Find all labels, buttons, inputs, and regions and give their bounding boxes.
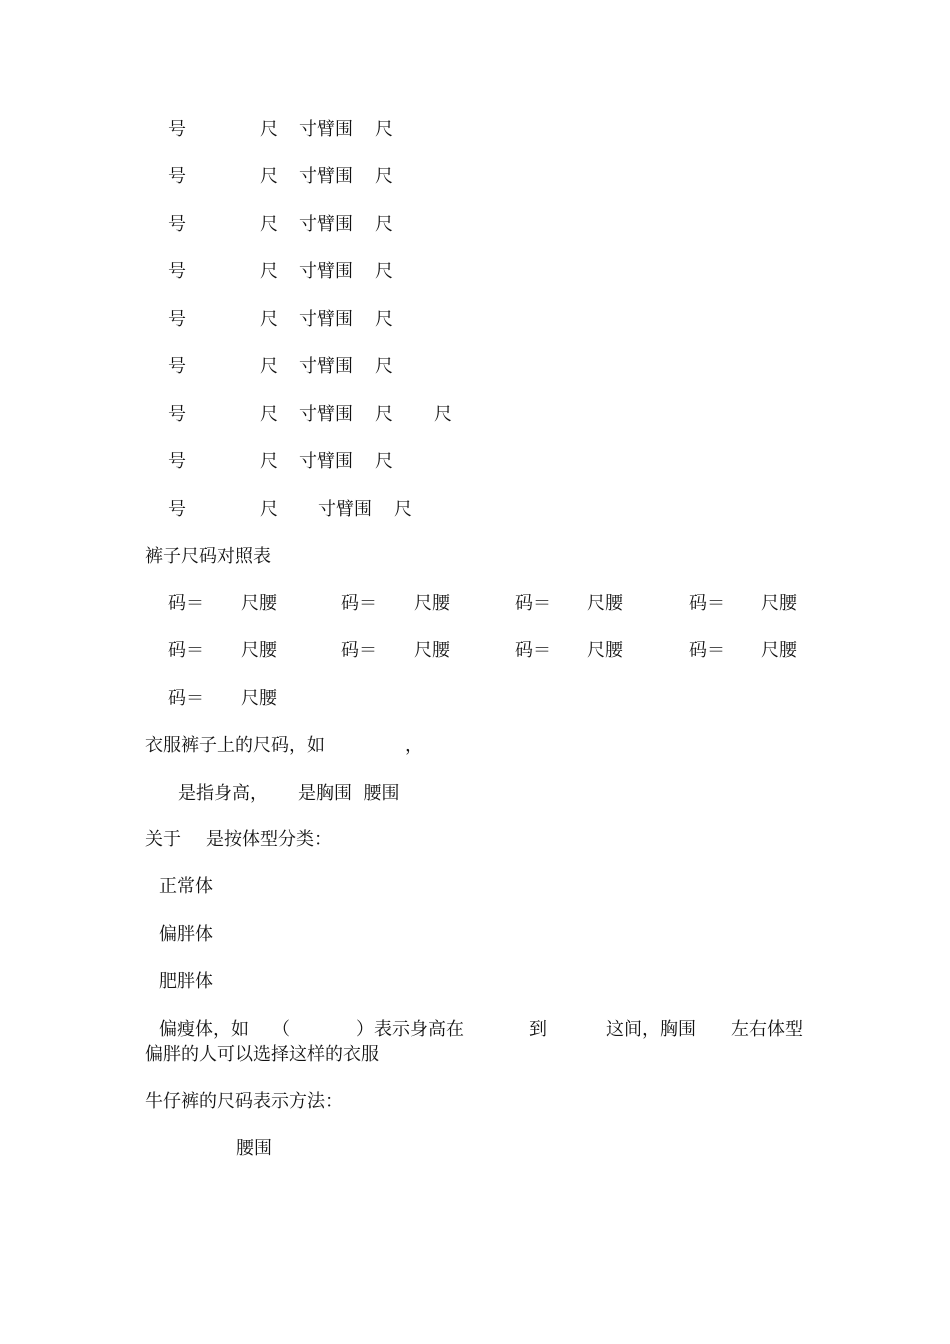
pants-code: 码＝ bbox=[689, 640, 725, 661]
paren-open: （ bbox=[272, 1019, 290, 1040]
arm-girth-label: 寸臂围 bbox=[299, 214, 353, 235]
pants-waist: 尺腰 bbox=[241, 593, 277, 614]
pants-size-heading: 裤子尺码对照表 bbox=[145, 546, 271, 567]
arm-girth-label: 寸臂围 bbox=[318, 499, 372, 520]
size-label: 号 bbox=[168, 166, 186, 187]
pants-waist: 尺腰 bbox=[414, 593, 450, 614]
length-unit: 尺 bbox=[394, 499, 412, 520]
size-label: 号 bbox=[168, 214, 186, 235]
arm-girth-label: 寸臂围 bbox=[299, 261, 353, 282]
about-prefix: 关于 bbox=[145, 829, 181, 850]
chest-waist-explanation: 是胸围 腰围 bbox=[298, 783, 400, 804]
height-range-text: ）表示身高在 bbox=[356, 1019, 464, 1040]
pants-waist: 尺腰 bbox=[587, 593, 623, 614]
length-unit: 尺 bbox=[375, 119, 393, 140]
length-unit: 尺 bbox=[260, 451, 278, 472]
body-type-heading: 是按体型分类： bbox=[206, 829, 332, 850]
pants-waist: 尺腰 bbox=[414, 640, 450, 661]
length-unit: 尺 bbox=[260, 261, 278, 282]
size-label: 号 bbox=[168, 261, 186, 282]
thin-body-label: 偏瘦体，如 bbox=[159, 1019, 249, 1040]
size-label: 号 bbox=[168, 356, 186, 377]
clothes-size-comma: ， bbox=[405, 735, 423, 756]
pants-code: 码＝ bbox=[515, 593, 551, 614]
length-unit: 尺 bbox=[375, 404, 393, 425]
pants-waist: 尺腰 bbox=[241, 688, 277, 709]
length-unit: 尺 bbox=[375, 451, 393, 472]
length-unit: 尺 bbox=[375, 214, 393, 235]
length-unit: 尺 bbox=[375, 356, 393, 377]
length-unit: 尺 bbox=[260, 166, 278, 187]
length-unit-extra: 尺 bbox=[434, 404, 452, 425]
pants-code: 码＝ bbox=[689, 593, 725, 614]
length-unit: 尺 bbox=[375, 309, 393, 330]
length-unit: 尺 bbox=[260, 214, 278, 235]
body-type-item: 肥胖体 bbox=[159, 971, 213, 992]
arm-girth-label: 寸臂围 bbox=[299, 166, 353, 187]
clothes-size-intro: 衣服裤子上的尺码，如 bbox=[145, 735, 325, 756]
thin-body-advice: 偏胖的人可以选择这样的衣服 bbox=[145, 1044, 379, 1065]
arm-girth-label: 寸臂围 bbox=[299, 404, 353, 425]
body-type-item: 偏胖体 bbox=[159, 924, 213, 945]
size-label: 号 bbox=[168, 451, 186, 472]
body-type-around: 左右体型 bbox=[731, 1019, 803, 1040]
pants-code: 码＝ bbox=[515, 640, 551, 661]
arm-girth-label: 寸臂围 bbox=[299, 309, 353, 330]
jeans-size-heading: 牛仔裤的尺码表示方法： bbox=[145, 1091, 343, 1112]
pants-code: 码＝ bbox=[168, 640, 204, 661]
size-label: 号 bbox=[168, 309, 186, 330]
pants-code: 码＝ bbox=[168, 688, 204, 709]
size-label: 号 bbox=[168, 404, 186, 425]
length-unit: 尺 bbox=[260, 119, 278, 140]
arm-girth-label: 寸臂围 bbox=[299, 451, 353, 472]
length-unit: 尺 bbox=[375, 261, 393, 282]
height-explanation: 是指身高， bbox=[178, 783, 268, 804]
body-type-item: 正常体 bbox=[159, 876, 213, 897]
chest-range-text: 这间，胸围 bbox=[606, 1019, 696, 1040]
jeans-waist-label: 腰围 bbox=[236, 1138, 272, 1159]
size-label: 号 bbox=[168, 499, 186, 520]
length-unit: 尺 bbox=[260, 309, 278, 330]
pants-code: 码＝ bbox=[341, 640, 377, 661]
arm-girth-label: 寸臂围 bbox=[299, 119, 353, 140]
length-unit: 尺 bbox=[260, 499, 278, 520]
pants-code: 码＝ bbox=[168, 593, 204, 614]
size-label: 号 bbox=[168, 119, 186, 140]
length-unit: 尺 bbox=[260, 356, 278, 377]
arm-girth-label: 寸臂围 bbox=[299, 356, 353, 377]
pants-waist: 尺腰 bbox=[761, 640, 797, 661]
pants-waist: 尺腰 bbox=[587, 640, 623, 661]
length-unit: 尺 bbox=[375, 166, 393, 187]
length-unit: 尺 bbox=[260, 404, 278, 425]
pants-code: 码＝ bbox=[341, 593, 377, 614]
pants-waist: 尺腰 bbox=[241, 640, 277, 661]
pants-waist: 尺腰 bbox=[761, 593, 797, 614]
range-to: 到 bbox=[529, 1019, 547, 1040]
